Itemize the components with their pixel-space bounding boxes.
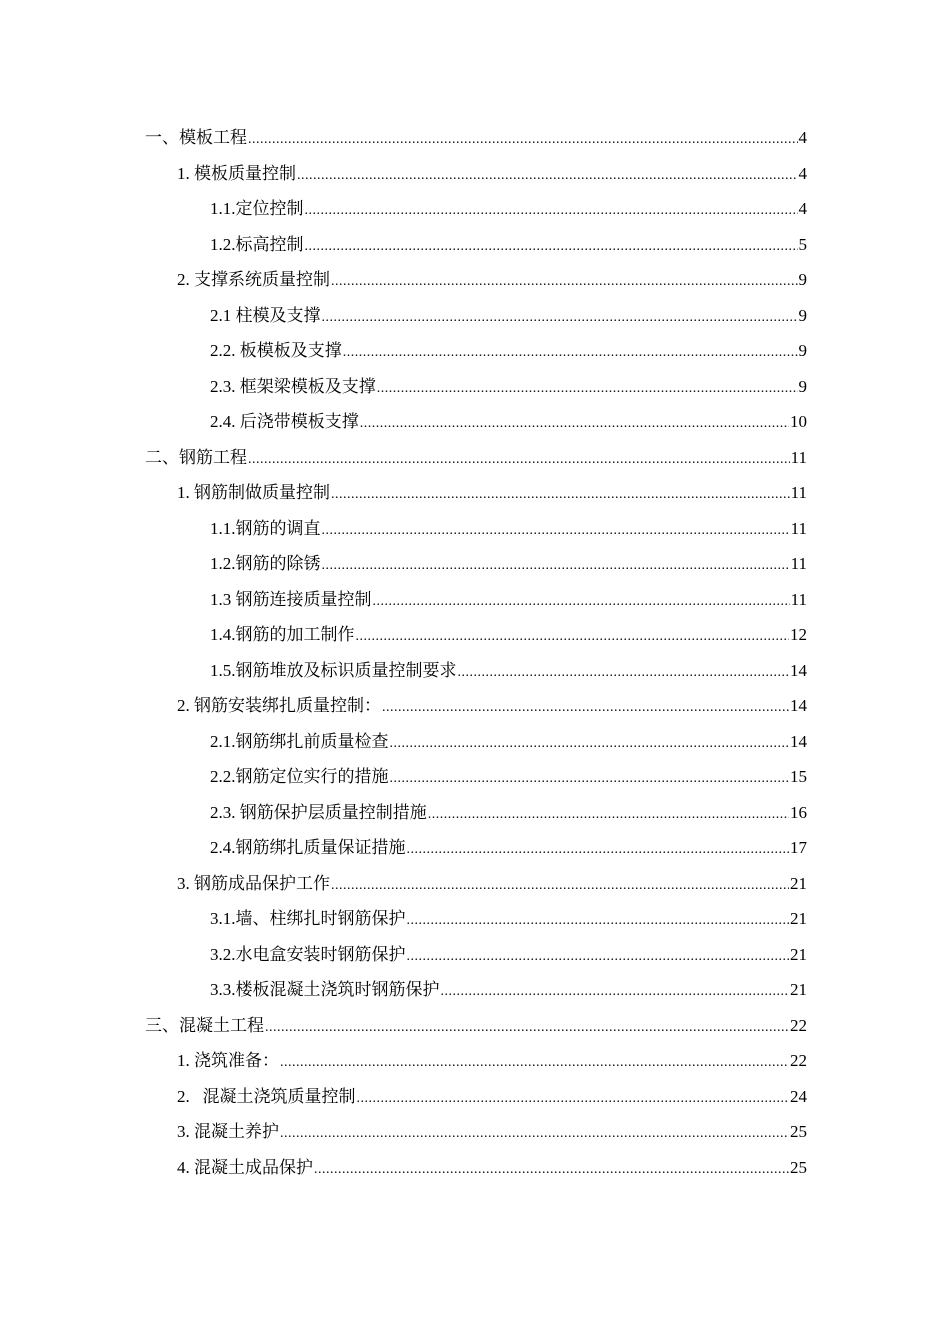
toc-entry-label: 一、模板工程 [145,128,247,147]
toc-page-number: 11 [790,483,807,502]
toc-entry-label: 1.2.钢筋的除锈 [210,554,321,573]
toc-entry-label: 2.2.钢筋定位实行的措施 [210,767,389,786]
toc-dot-leader [373,584,790,620]
toc-entry-label: 1. 模板质量控制 [177,163,296,183]
toc-entry-label: 二、钢筋工程 [145,447,247,467]
toc-entry[interactable] [145,653,807,689]
toc-dot-leader [305,193,798,229]
toc-dot-leader [322,548,790,584]
toc-entry-label: 1.5.钢筋堆放及标识质量控制要求 [210,660,457,680]
toc-entry-label: 2. 混凝土浇筑质量控制 [177,1086,356,1106]
toc-entry-label: 1. 钢筋制做质量控制 [177,483,330,502]
toc-entry-label: 2.3. 钢筋保护层质量控制措施 [210,802,427,822]
toc-page-number: 4 [798,128,807,147]
toc-page-number: 9 [798,341,807,360]
toc-dot-leader [322,513,790,549]
toc-page-number: 11 [790,589,807,609]
toc-dot-leader [331,868,789,904]
toc-dot-leader [314,1152,789,1188]
toc-dot-leader [248,442,790,478]
toc-dot-leader [305,229,798,265]
toc-dot-leader [280,1045,789,1081]
toc-entry[interactable] [145,1008,807,1044]
toc-dot-leader [343,335,798,371]
toc-entry[interactable] [145,404,807,440]
toc-entry[interactable] [145,1079,807,1115]
toc-dot-leader [441,974,790,1010]
toc-entry[interactable] [145,830,807,866]
toc-page-number: 4 [798,199,807,218]
toc-entry[interactable] [145,866,807,902]
toc-page-number: 11 [790,554,807,573]
toc-entry-label: 3.1.墙、柱绑扎时钢筋保护 [210,909,406,928]
toc-dot-leader [322,300,798,336]
toc-entry-label: 3.2.水电盒安装时钢筋保护 [210,944,406,964]
toc-page-number: 9 [798,270,807,289]
toc-entry-label: 1.3 钢筋连接质量控制 [210,589,372,609]
toc-entry-label: 3. 混凝土养护 [177,1122,279,1141]
toc-page-number: 10 [790,412,807,431]
toc-entry[interactable] [145,1043,807,1079]
toc-page-number: 14 [790,696,807,715]
toc-entry-label: 2. 钢筋安装绑扎质量控制： [177,696,381,715]
toc-entry-label: 2.2. 板模板及支撑 [210,341,342,360]
toc-page-number: 21 [790,980,807,999]
toc-entry[interactable] [145,937,807,973]
toc-entry-label: 3. 钢筋成品保护工作 [177,873,330,893]
toc-entry[interactable] [145,298,807,334]
toc-entry-label: 1.1.定位控制 [210,199,304,218]
toc-entry[interactable] [145,582,807,618]
table-of-contents [145,120,807,1185]
toc-dot-leader [280,1116,789,1152]
toc-page-number: 4 [798,163,807,183]
toc-entry[interactable] [145,120,807,156]
toc-page-number: 11 [790,447,807,467]
toc-page-number: 14 [790,731,807,751]
toc-page-number: 24 [790,1086,807,1106]
toc-entry-label: 1.4.钢筋的加工制作 [210,625,355,644]
toc-dot-leader [248,122,798,158]
toc-entry-label: 3.3.楼板混凝土浇筑时钢筋保护 [210,980,440,999]
toc-entry-label: 1.2.标高控制 [210,234,304,254]
toc-entry-label: 2. 支撑系统质量控制 [177,270,330,289]
toc-dot-leader [458,655,790,691]
toc-dot-leader [357,1081,790,1117]
toc-dot-leader [407,903,790,939]
toc-page-number: 22 [790,1015,807,1035]
toc-dot-leader [331,477,790,513]
toc-page-number: 22 [790,1051,807,1070]
toc-entry[interactable] [145,724,807,760]
toc-entry[interactable] [145,227,807,263]
toc-entry[interactable] [145,440,807,476]
toc-entry-label: 三、混凝土工程 [145,1015,264,1035]
toc-entry[interactable] [145,617,807,653]
toc-entry[interactable] [145,369,807,405]
toc-dot-leader [390,761,790,797]
toc-page-number: 5 [798,234,807,254]
toc-page-number: 25 [790,1157,807,1177]
toc-page-number: 14 [790,660,807,680]
toc-entry[interactable] [145,546,807,582]
toc-page-number: 12 [790,625,807,644]
toc-entry[interactable] [145,795,807,831]
toc-entry-label: 4. 混凝土成品保护 [177,1157,313,1177]
toc-dot-leader [390,726,790,762]
toc-entry[interactable] [145,901,807,937]
toc-entry-label: 2.4. 后浇带模板支撑 [210,412,359,431]
toc-dot-leader [356,619,790,655]
toc-page-number: 11 [790,518,807,538]
toc-entry-label: 2.1 柱模及支撑 [210,305,321,325]
toc-page-number: 21 [790,944,807,964]
toc-entry[interactable] [145,1150,807,1186]
toc-page-number: 17 [790,838,807,857]
toc-entry[interactable] [145,475,807,511]
toc-dot-leader [331,264,798,300]
toc-page-number: 16 [790,802,807,822]
toc-page-number: 21 [790,909,807,928]
toc-page-number: 9 [798,305,807,325]
toc-dot-leader [382,690,789,726]
toc-entry-label: 2.4.钢筋绑扎质量保证措施 [210,838,406,857]
toc-page-number: 15 [790,767,807,786]
toc-dot-leader [407,832,790,868]
toc-page-number: 25 [790,1122,807,1141]
toc-dot-leader [377,371,798,407]
toc-entry[interactable] [145,688,807,724]
toc-entry[interactable] [145,191,807,227]
toc-dot-leader [407,939,790,975]
toc-entry-label: 1. 浇筑准备： [177,1051,279,1070]
toc-page-number: 21 [790,873,807,893]
toc-entry[interactable] [145,262,807,298]
toc-entry-label: 1.1.钢筋的调直 [210,518,321,538]
toc-entry[interactable] [145,1114,807,1150]
toc-page-number: 9 [798,376,807,396]
toc-entry-label: 2.1.钢筋绑扎前质量检查 [210,731,389,751]
toc-entry[interactable] [145,511,807,547]
toc-entry-label: 2.3. 框架梁模板及支撑 [210,376,376,396]
toc-entry[interactable] [145,333,807,369]
toc-dot-leader [265,1010,789,1046]
toc-dot-leader [297,158,798,194]
toc-entry[interactable] [145,156,807,192]
toc-dot-leader [360,406,789,442]
toc-dot-leader [428,797,789,833]
toc-entry[interactable] [145,972,807,1008]
toc-entry[interactable] [145,759,807,795]
